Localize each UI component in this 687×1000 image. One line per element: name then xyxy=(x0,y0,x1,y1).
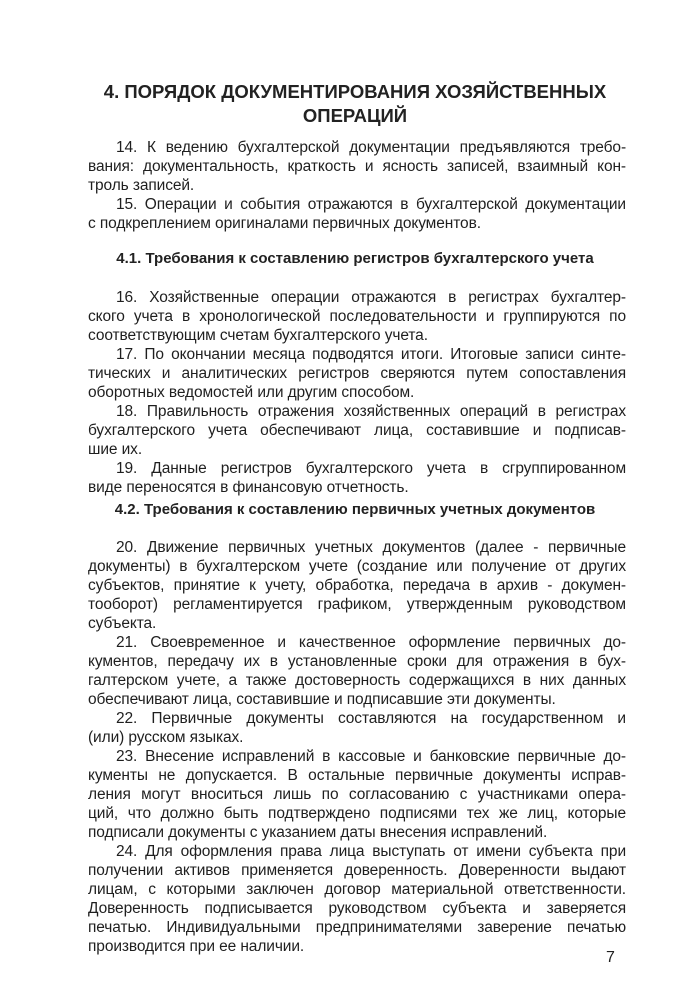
paragraph-16-line: соответствующим счетам бухгалтерского учета. xyxy=(88,327,428,344)
paragraph-20-line: субъектов, принятие к учету, обработка, передача в архив - докумен- xyxy=(88,577,626,594)
paragraph-18-line: 18. Правильность отражения хозяйственных операций в регистрах xyxy=(116,403,626,420)
section-title-line-1: 4. ПОРЯДОК ДОКУМЕНТИРОВАНИЯ ХОЗЯЙСТВЕННЫХ xyxy=(103,81,607,102)
paragraph-14-line: троль записей. xyxy=(88,177,195,194)
paragraph-21-line: 21. Своевременное и качественное оформление первичных до- xyxy=(116,634,626,651)
paragraph-14-line: 14. К ведению бухгалтерской документации предъявляются требо- xyxy=(116,139,626,156)
paragraph-24-line: 24. Для оформления права лица выступать от имени субъекта при xyxy=(116,843,626,860)
paragraph-17-line: оборотных ведомостей или другим способом. xyxy=(88,384,415,401)
paragraph-20-line: тооборот) регламентируется графиком, утвержденным руководством xyxy=(88,596,626,613)
paragraph-19-line: виде переносятся в финансовую отчетность. xyxy=(88,479,409,496)
paragraph-24-line: получении активов применяется доверенность. Доверенности выдают xyxy=(88,862,626,879)
paragraph-16-line: 16. Хозяйственные операции отражаются в регистрах бухгалтер- xyxy=(116,289,626,306)
paragraph-23-line: ления могут вноситься лишь по согласованию с участниками опера- xyxy=(88,786,626,803)
paragraph-20-line: 20. Движение первичных учетных документов (далее - первичные xyxy=(116,539,626,556)
paragraph-24-line: производится при ее наличии. xyxy=(88,938,305,955)
paragraph-20-line: документы) в бухгалтерском учете (создание или получение от других xyxy=(88,558,626,575)
paragraph-21-line: кументов, передачу их в установленные сроки для отражения в бух- xyxy=(88,653,626,670)
paragraph-18-line: бухгалтерского учета обеспечивают лица, составившие и подписав- xyxy=(88,422,626,439)
paragraph-17-line: 17. По окончании месяца подводятся итоги. Итоговые записи синте- xyxy=(116,346,626,363)
subsection-heading-4-1: 4.1. Требования к составлению регистров бухгалтерского учета xyxy=(116,250,594,267)
paragraph-17-line: тических и аналитических регистров сверяются путем сопоставления xyxy=(88,365,626,382)
paragraph-16-line: ского учета в хронологической последовательности и группируются по xyxy=(88,308,626,325)
subsection-heading-4-2: 4.2. Требования к составлению первичных учетных документов xyxy=(114,501,596,518)
paragraph-24-line: Доверенность подписывается руководством субъекта и заверяется xyxy=(88,900,626,917)
page-number: 7 xyxy=(606,949,615,966)
paragraph-23-line: подписали документы с указанием даты внесения исправлений. xyxy=(88,824,548,841)
paragraph-18-line: шие их. xyxy=(88,441,143,458)
paragraph-23-line: кументы не допускается. В остальные первичные документы исправ- xyxy=(88,767,626,784)
paragraph-24-line: лицам, с которыми заключен договор материальной ответственности. xyxy=(88,881,626,898)
paragraph-21-line: галтерском учете, а также достоверность содержащихся в них данных xyxy=(88,672,626,689)
paragraph-22-line: (или) русском языках. xyxy=(88,729,244,746)
paragraph-15-line: с подкреплением оригиналами первичных документов. xyxy=(88,215,481,232)
paragraph-21-line: обеспечивают лица, составившие и подписавшие эти документы. xyxy=(88,691,556,708)
paragraph-22-line: 22. Первичные документы составляются на государственном и xyxy=(116,710,626,727)
paragraph-15-line: 15. Операции и события отражаются в бухгалтерской документации xyxy=(116,196,626,213)
section-title xyxy=(60,80,650,128)
paragraph-23-line: 23. Внесение исправлений в кассовые и банковские первичные до- xyxy=(116,748,626,765)
paragraph-20-line: субъекта. xyxy=(88,615,157,632)
paragraph-24-line: печатью. Индивидуальными предпринимателями заверение печатью xyxy=(88,919,626,936)
paragraph-23-line: ций, что должно быть подтверждено подписями тех же лиц, которые xyxy=(88,805,626,822)
paragraph-14-line: вания: документальность, краткость и ясность записей, взаимный кон- xyxy=(88,158,626,175)
section-title-line-2: ОПЕРАЦИЙ xyxy=(302,105,408,126)
paragraph-19-line: 19. Данные регистров бухгалтерского учета в сгруппированном xyxy=(116,460,626,477)
